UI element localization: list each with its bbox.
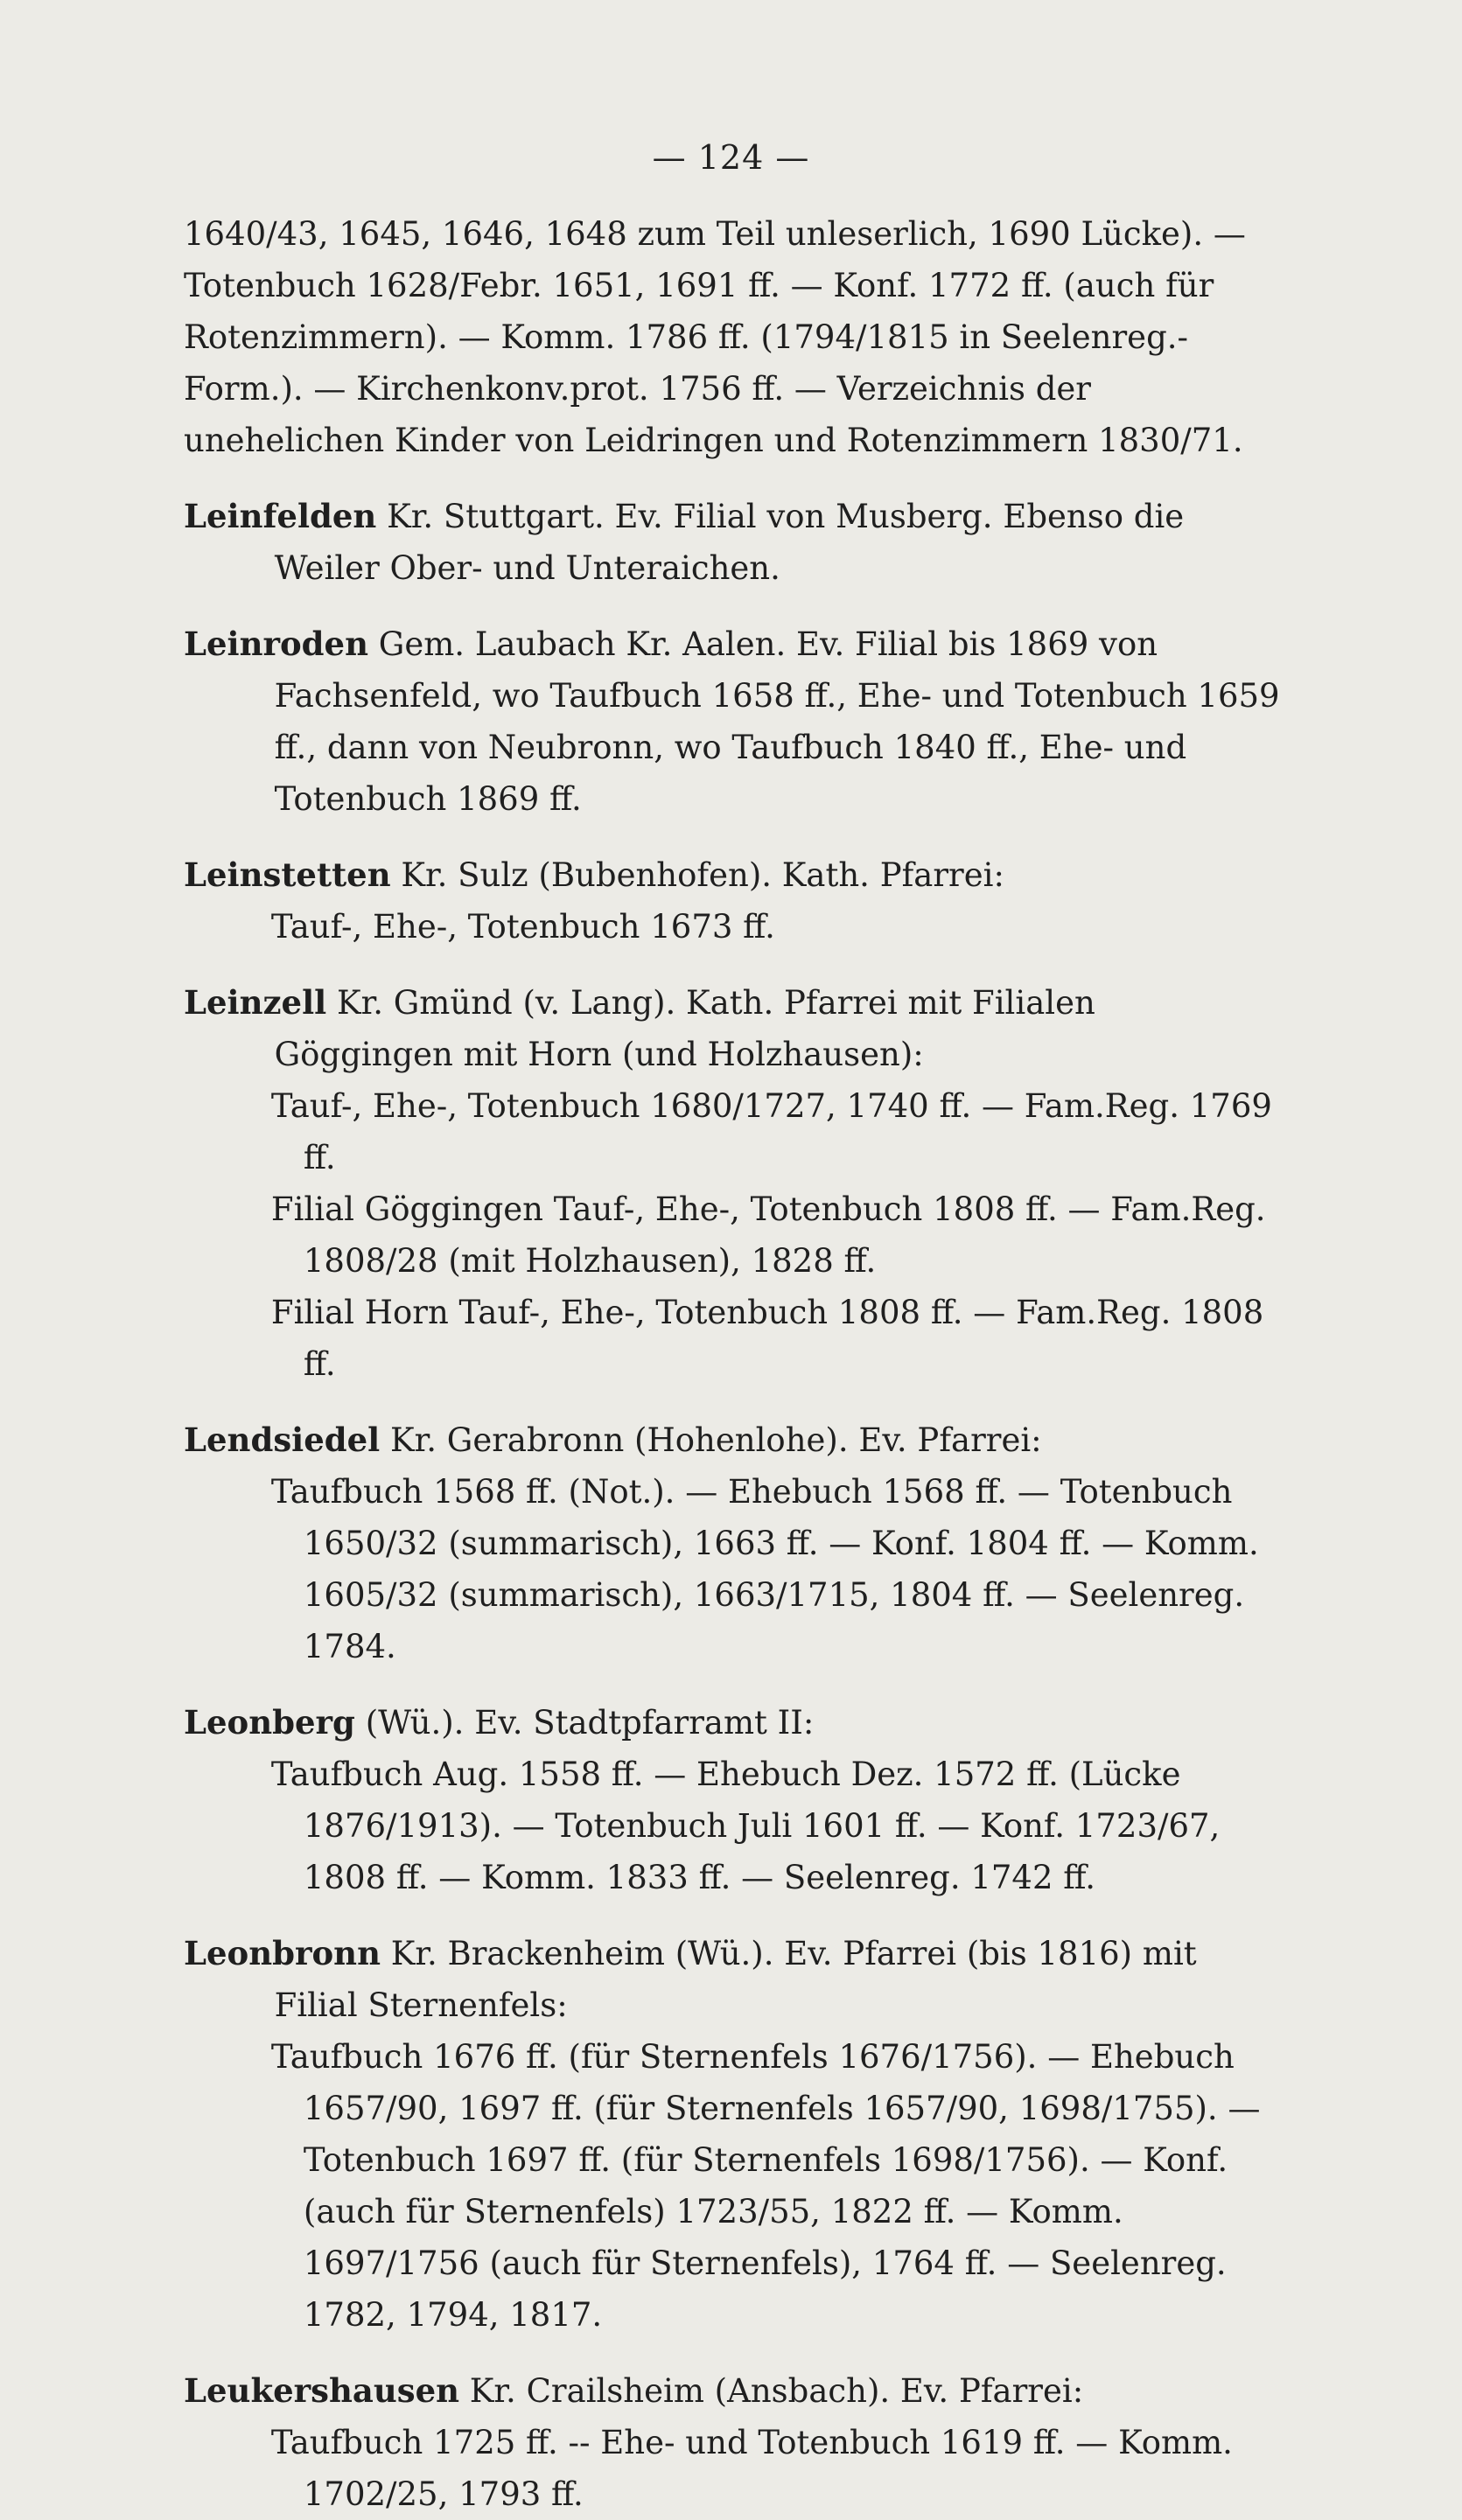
entry-leinzell: [184, 977, 1282, 1390]
place-name: Leonberg: [184, 1703, 355, 1742]
text-body: [184, 208, 1282, 2520]
place-name: Leinstetten: [184, 855, 391, 894]
record-line: Taufbuch Aug. 1558 ff. — Ehebuch Dez. 1572 ff. (Lücke 1876/1913). — Totenbuch Juli 1601 ff. — Konf. 1723/67, 1808 ff. — Komm. 1833 ff. — Seelenreg. 1742 ff.: [270, 1756, 1221, 1896]
place-name: Leinfelden: [184, 497, 377, 535]
entry-text: Kr. Sulz (Bubenhofen). Kath. Pfarrei:: [401, 856, 1004, 894]
entry-text: Gem. Laubach Kr. Aalen. Ev. Filial bis 1869 von Fachsenfeld, wo Taufbuch 1658 ff., Ehe- und Totenbuch 1659 ff., dann von Neubronn, wo Taufbuch 1840 ff., Ehe- und Totenbuch 1869 ff.: [274, 625, 1280, 818]
entry-head: [184, 977, 1282, 1080]
entry-head: [184, 1414, 1282, 1466]
entry-head: [184, 618, 1282, 825]
entry-leonberg: [184, 1697, 1282, 1903]
entry-text: Kr. Stuttgart. Ev. Filial von Musberg. Ebenso die Weiler Ober- und Unteraichen.: [274, 498, 1185, 587]
entry-leonbronn: [184, 1928, 1282, 2341]
entry-head: [184, 1697, 1282, 1749]
record-line: Tauf-, Ehe-, Totenbuch 1673 ff.: [270, 908, 775, 946]
entry-leukershausen: [184, 2365, 1282, 2520]
entry-leinstetten: [184, 849, 1282, 953]
record-line: Tauf-, Ehe-, Totenbuch 1680/1727, 1740 ff. — Fam.Reg. 1769 ff.: [270, 1087, 1272, 1176]
entry-head: [184, 849, 1282, 901]
entry-text: (Wü.). Ev. Stadtpfarramt II:: [365, 1704, 815, 1742]
entry-text: Kr. Crailsheim (Ansbach). Ev. Pfarrei:: [469, 2372, 1084, 2410]
entry-head: [184, 1928, 1282, 2031]
record-line: Taufbuch 1725 ff. -- Ehe- und Totenbuch 1619 ff. — Komm. 1702/25, 1793 ff.: [270, 2424, 1233, 2513]
entry-leinroden: [184, 618, 1282, 825]
place-name: Leonbronn: [184, 1934, 381, 1972]
entry-lendsiedel: [184, 1414, 1282, 1672]
entry-head: [184, 2365, 1282, 2417]
intro-paragraph: 1640/43, 1645, 1646, 1648 zum Teil unleserlich, 1690 Lücke). — Totenbuch 1628/Febr. 1651, 1691 ff. — Konf. 1772 ff. (auch für Rotenzimmern). — Komm. 1786 ff. (1794/1815 in Seelenreg.-Form.). — Kirchenkonv.prot. 1756 ff. — Verzeichnis der unehelichen Kinder von Leidringen und Rotenzimmern 1830/71.: [184, 215, 1246, 459]
entry-text: Kr. Gmünd (v. Lang). Kath. Pfarrei mit Filialen Göggingen mit Horn (und Holzhausen):: [274, 984, 1095, 1073]
place-name: Leinroden: [184, 625, 368, 663]
entry-head: [184, 491, 1282, 594]
entry-text: Kr. Brackenheim (Wü.). Ev. Pfarrei (bis 1816) mit Filial Sternenfels:: [274, 1935, 1197, 2024]
place-name: Lendsiedel: [184, 1421, 381, 1459]
page-number: — 124 —: [652, 138, 810, 177]
place-name: Leinzell: [184, 983, 327, 1022]
entry-leinfelden: [184, 491, 1282, 594]
place-name: Leukershausen: [184, 2371, 460, 2410]
record-line: Taufbuch 1568 ff. (Not.). — Ehebuch 1568 ff. — Totenbuch 1650/32 (summarisch), 1663 ff. — Konf. 1804 ff. — Komm. 1605/32 (summarisch), 1663/1715, 1804 ff. — Seelenreg. 1784.: [270, 1473, 1259, 1665]
record-line: Filial Horn Tauf-, Ehe-, Totenbuch 1808 ff. — Fam.Reg. 1808 ff.: [270, 1294, 1264, 1383]
record-line: Taufbuch 1676 ff. (für Sternenfels 1676/1756). — Ehebuch 1657/90, 1697 ff. (für Sternenfels 1657/90, 1698/1755). — Totenbuch 1697 ff. (für Sternenfels 1698/1756). — Konf. (auch für Sternenfels) 1723/55, 1822 ff. — Komm. 1697/1756 (auch für Sternenfels), 1764 ff. — Seelenreg. 1782, 1794, 1817.: [270, 2038, 1261, 2334]
record-line: Filial Göggingen Tauf-, Ehe-, Totenbuch 1808 ff. — Fam.Reg. 1808/28 (mit Holzhausen), 1828 ff.: [270, 1190, 1266, 1280]
entry-text: Kr. Gerabronn (Hohenlohe). Ev. Pfarrei:: [390, 1421, 1042, 1459]
